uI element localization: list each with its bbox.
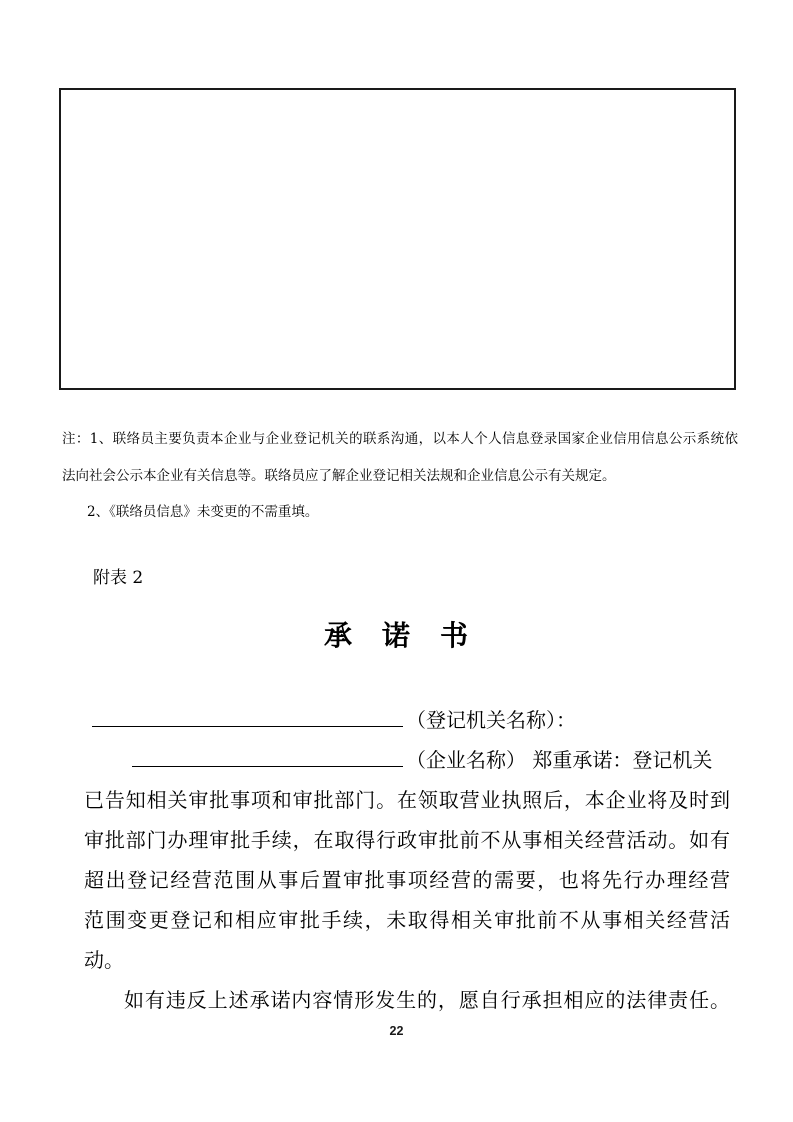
enterprise-name-label: （企业名称） 郑重承诺：登记机关 <box>406 748 713 772</box>
note-2: 2、《联络员信息》未变更的不需重填。 <box>87 504 319 520</box>
notes-section <box>62 421 738 531</box>
enterprise-name-blank <box>132 740 403 767</box>
body-line: 范围变更登记和相应审批手续，未取得相关审批前不从事相关经营活 <box>84 908 730 932</box>
note-1-line-2: 法向社会公示本企业有关信息等。联络员应了解企业登记相关法规和企业信息公示有关规定。 <box>62 467 616 484</box>
registry-name-blank <box>92 700 403 727</box>
blank-attachment-box <box>59 88 736 390</box>
registry-name-label: （登记机关名称）： <box>406 708 576 732</box>
body-line: 动。 <box>84 948 124 972</box>
body-line: 已告知相关审批事项和审批部门。在领取营业执照后，本企业将及时到 <box>84 788 730 812</box>
document-title: 承 诺 书 <box>323 619 469 652</box>
body-line: 审批部门办理审批手续，在取得行政审批前不从事相关经营活动。如有 <box>84 828 730 852</box>
body-line: 超出登记经营范围从事后置审批事项经营的需要，也将先行办理经营 <box>84 868 730 892</box>
note-1-line-1: 注：1、联络员主要负责本企业与企业登记机关的联系沟通，以本人个人信息登录国家企业信用信息公示系统依 <box>62 431 738 447</box>
appendix-label: 附表 2 <box>93 568 144 588</box>
registry-name-line <box>84 700 730 740</box>
commitment-letter-body <box>84 700 730 1020</box>
enterprise-name-line <box>84 740 730 780</box>
closing-line: 如有违反上述承诺内容情形发生的，愿自行承担相应的法律责任。 <box>124 988 730 1012</box>
page-number: 22 <box>389 1024 404 1038</box>
